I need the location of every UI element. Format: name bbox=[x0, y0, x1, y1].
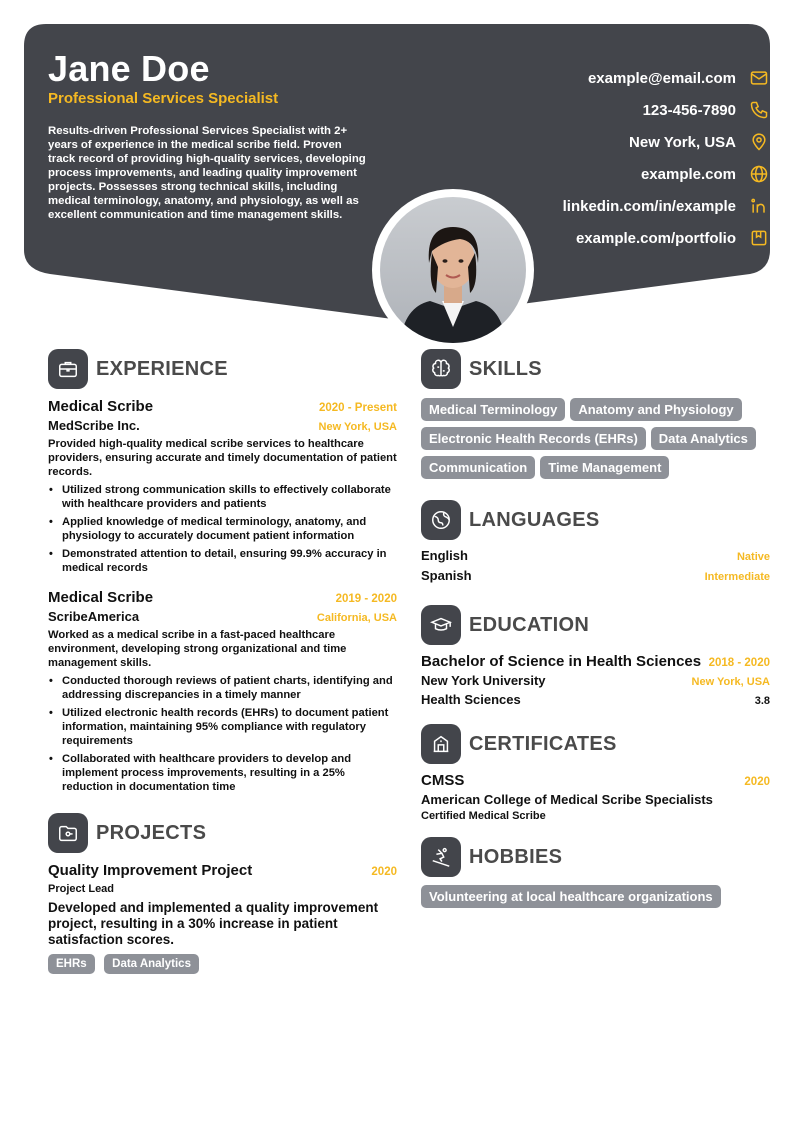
skill-chip: Anatomy and Physiology bbox=[570, 398, 741, 421]
contact-email-text[interactable]: example@email.com bbox=[587, 69, 736, 87]
institution-icon bbox=[421, 724, 461, 764]
language-row bbox=[421, 548, 770, 568]
skills-heading bbox=[421, 348, 770, 390]
skiing-icon bbox=[421, 837, 461, 877]
job-bullet: • Utilized electronic health records (EHRs) to document patient information, maintaining 95% compliance with regulatory requirements bbox=[48, 706, 397, 748]
job-role: Medical Scribe bbox=[48, 589, 154, 606]
contact-portfolio-text[interactable]: example.com/portfolio bbox=[575, 229, 736, 247]
job-company: ScribeAmerica bbox=[48, 609, 140, 624]
globe-icon bbox=[748, 163, 770, 185]
brain-icon bbox=[421, 349, 461, 389]
project-tag: Data Analytics bbox=[104, 954, 199, 974]
languages-heading bbox=[421, 499, 770, 541]
language-level: Native bbox=[736, 551, 770, 563]
project-date: 2020 bbox=[371, 866, 397, 878]
project-entry bbox=[48, 862, 397, 980]
education-entry bbox=[421, 653, 770, 707]
contact-location bbox=[450, 126, 770, 158]
education-date: 2018 - 2020 bbox=[708, 657, 770, 669]
profile-photo bbox=[380, 197, 526, 343]
language-icon bbox=[421, 500, 461, 540]
job-company: MedScribe Inc. bbox=[48, 418, 140, 433]
certificate-entry bbox=[421, 772, 770, 822]
location-pin-icon bbox=[748, 131, 770, 153]
school-location: New York, USA bbox=[691, 676, 770, 688]
job-location: California, USA bbox=[316, 612, 397, 624]
projects-title: PROJECTS bbox=[96, 821, 207, 844]
mail-icon bbox=[748, 67, 770, 89]
certificate-name: CMSS bbox=[421, 772, 465, 789]
hobby-chip: Volunteering at local healthcare organizations bbox=[421, 885, 721, 908]
experience-entry bbox=[48, 589, 397, 794]
hobbies-heading bbox=[421, 836, 770, 878]
experience-entry bbox=[48, 398, 397, 575]
right-column bbox=[421, 348, 770, 914]
degree: Bachelor of Science in Health Sciences bbox=[421, 653, 702, 670]
contact-location-text: New York, USA bbox=[629, 133, 736, 151]
project-name: Quality Improvement Project bbox=[48, 862, 253, 879]
job-role: Medical Scribe bbox=[48, 398, 154, 415]
language-level: Intermediate bbox=[704, 571, 770, 583]
project-tag: EHRs bbox=[48, 954, 95, 974]
contact-email[interactable] bbox=[450, 62, 770, 94]
contact-phone[interactable] bbox=[450, 94, 770, 126]
resume-header bbox=[0, 0, 794, 345]
project-role: Project Lead bbox=[48, 883, 115, 895]
phone-icon bbox=[748, 99, 770, 121]
candidate-title: Professional Services Specialist bbox=[48, 90, 279, 107]
contact-phone-text[interactable]: 123-456-7890 bbox=[642, 101, 736, 119]
skill-chip: Time Management bbox=[540, 456, 669, 479]
skill-chip: Medical Terminology bbox=[421, 398, 565, 421]
job-bullet: • Applied knowledge of medical terminology, anatomy, and physiology to accurately document patient information bbox=[48, 515, 397, 543]
skill-chip: Communication bbox=[421, 456, 535, 479]
contact-website[interactable] bbox=[450, 158, 770, 190]
skills-list bbox=[421, 398, 766, 485]
gpa: 3.8 bbox=[754, 695, 770, 707]
certificates-heading bbox=[421, 723, 770, 765]
job-date: 2020 - Present bbox=[319, 402, 397, 414]
bookmark-icon bbox=[748, 227, 770, 249]
projects-heading bbox=[48, 812, 397, 854]
language-name: Spanish bbox=[421, 568, 472, 583]
left-column bbox=[48, 348, 397, 980]
project-description: Developed and implemented a quality improvement project, resulting in a 30% increase in patient satisfaction scores. bbox=[48, 900, 379, 947]
certificate-title: Certified Medical Scribe bbox=[421, 810, 546, 822]
contact-website-text[interactable]: example.com bbox=[640, 165, 736, 183]
language-row bbox=[421, 568, 770, 588]
skills-title: SKILLS bbox=[469, 357, 542, 380]
candidate-name: Jane Doe bbox=[48, 48, 210, 89]
hobbies-list bbox=[421, 885, 770, 914]
certificate-date: 2020 bbox=[744, 776, 770, 788]
languages-list bbox=[421, 548, 770, 588]
folder-icon bbox=[48, 813, 88, 853]
job-description: Worked as a medical scribe in a fast-paced healthcare environment, developing strong organizational and time management skills. bbox=[48, 629, 347, 669]
skill-chip: Electronic Health Records (EHRs) bbox=[421, 427, 646, 450]
project-tags bbox=[48, 954, 397, 980]
linkedin-icon bbox=[748, 195, 770, 217]
profile-summary: Results-driven Professional Services Specialist with 2+ years of experience in the medical scribe field. Proven track record of providing high-quality services, developing process improvements, and leading quality improvement projects. Possesses strong technical skills, including medical terminology, anatomy, and physiology, as well as excellent communication and time management skills. bbox=[48, 125, 366, 221]
languages-title: LANGUAGES bbox=[469, 508, 600, 531]
contact-linkedin-text[interactable]: linkedin.com/in/example bbox=[562, 197, 736, 215]
job-bullets bbox=[48, 674, 397, 794]
field-of-study: Health Sciences bbox=[421, 692, 521, 707]
language-name: English bbox=[421, 548, 468, 563]
experience-title: EXPERIENCE bbox=[96, 357, 228, 380]
job-location: New York, USA bbox=[318, 421, 397, 433]
job-description: Provided high-quality medical scribe services to healthcare providers, ensuring accurate and timely documentation of patient records. bbox=[48, 438, 397, 478]
job-bullet: • Utilized strong communication skills to effectively collaborate with healthcare providers and patients bbox=[48, 483, 397, 511]
skill-chip: Data Analytics bbox=[651, 427, 756, 450]
job-bullet: • Demonstrated attention to detail, ensuring 99.9% accuracy in medical records bbox=[48, 547, 397, 575]
education-heading bbox=[421, 604, 770, 646]
education-title: EDUCATION bbox=[469, 613, 590, 636]
briefcase-icon bbox=[48, 349, 88, 389]
experience-heading bbox=[48, 348, 397, 390]
school-name: New York University bbox=[421, 673, 546, 688]
graduation-cap-icon bbox=[421, 605, 461, 645]
job-bullet: • Collaborated with healthcare providers to develop and implement process improvements, resulting in a 25% reduction in documentation time bbox=[48, 752, 397, 794]
profile-photo-frame bbox=[372, 189, 534, 351]
certificate-issuer: American College of Medical Scribe Specialists bbox=[421, 792, 713, 807]
hobbies-title: HOBBIES bbox=[469, 845, 563, 868]
job-bullet: • Conducted thorough reviews of patient charts, identifying and addressing discrepancies in a timely manner bbox=[48, 674, 397, 702]
job-bullets bbox=[48, 483, 397, 575]
job-date: 2019 - 2020 bbox=[335, 593, 397, 605]
certificates-title: CERTIFICATES bbox=[469, 732, 617, 755]
